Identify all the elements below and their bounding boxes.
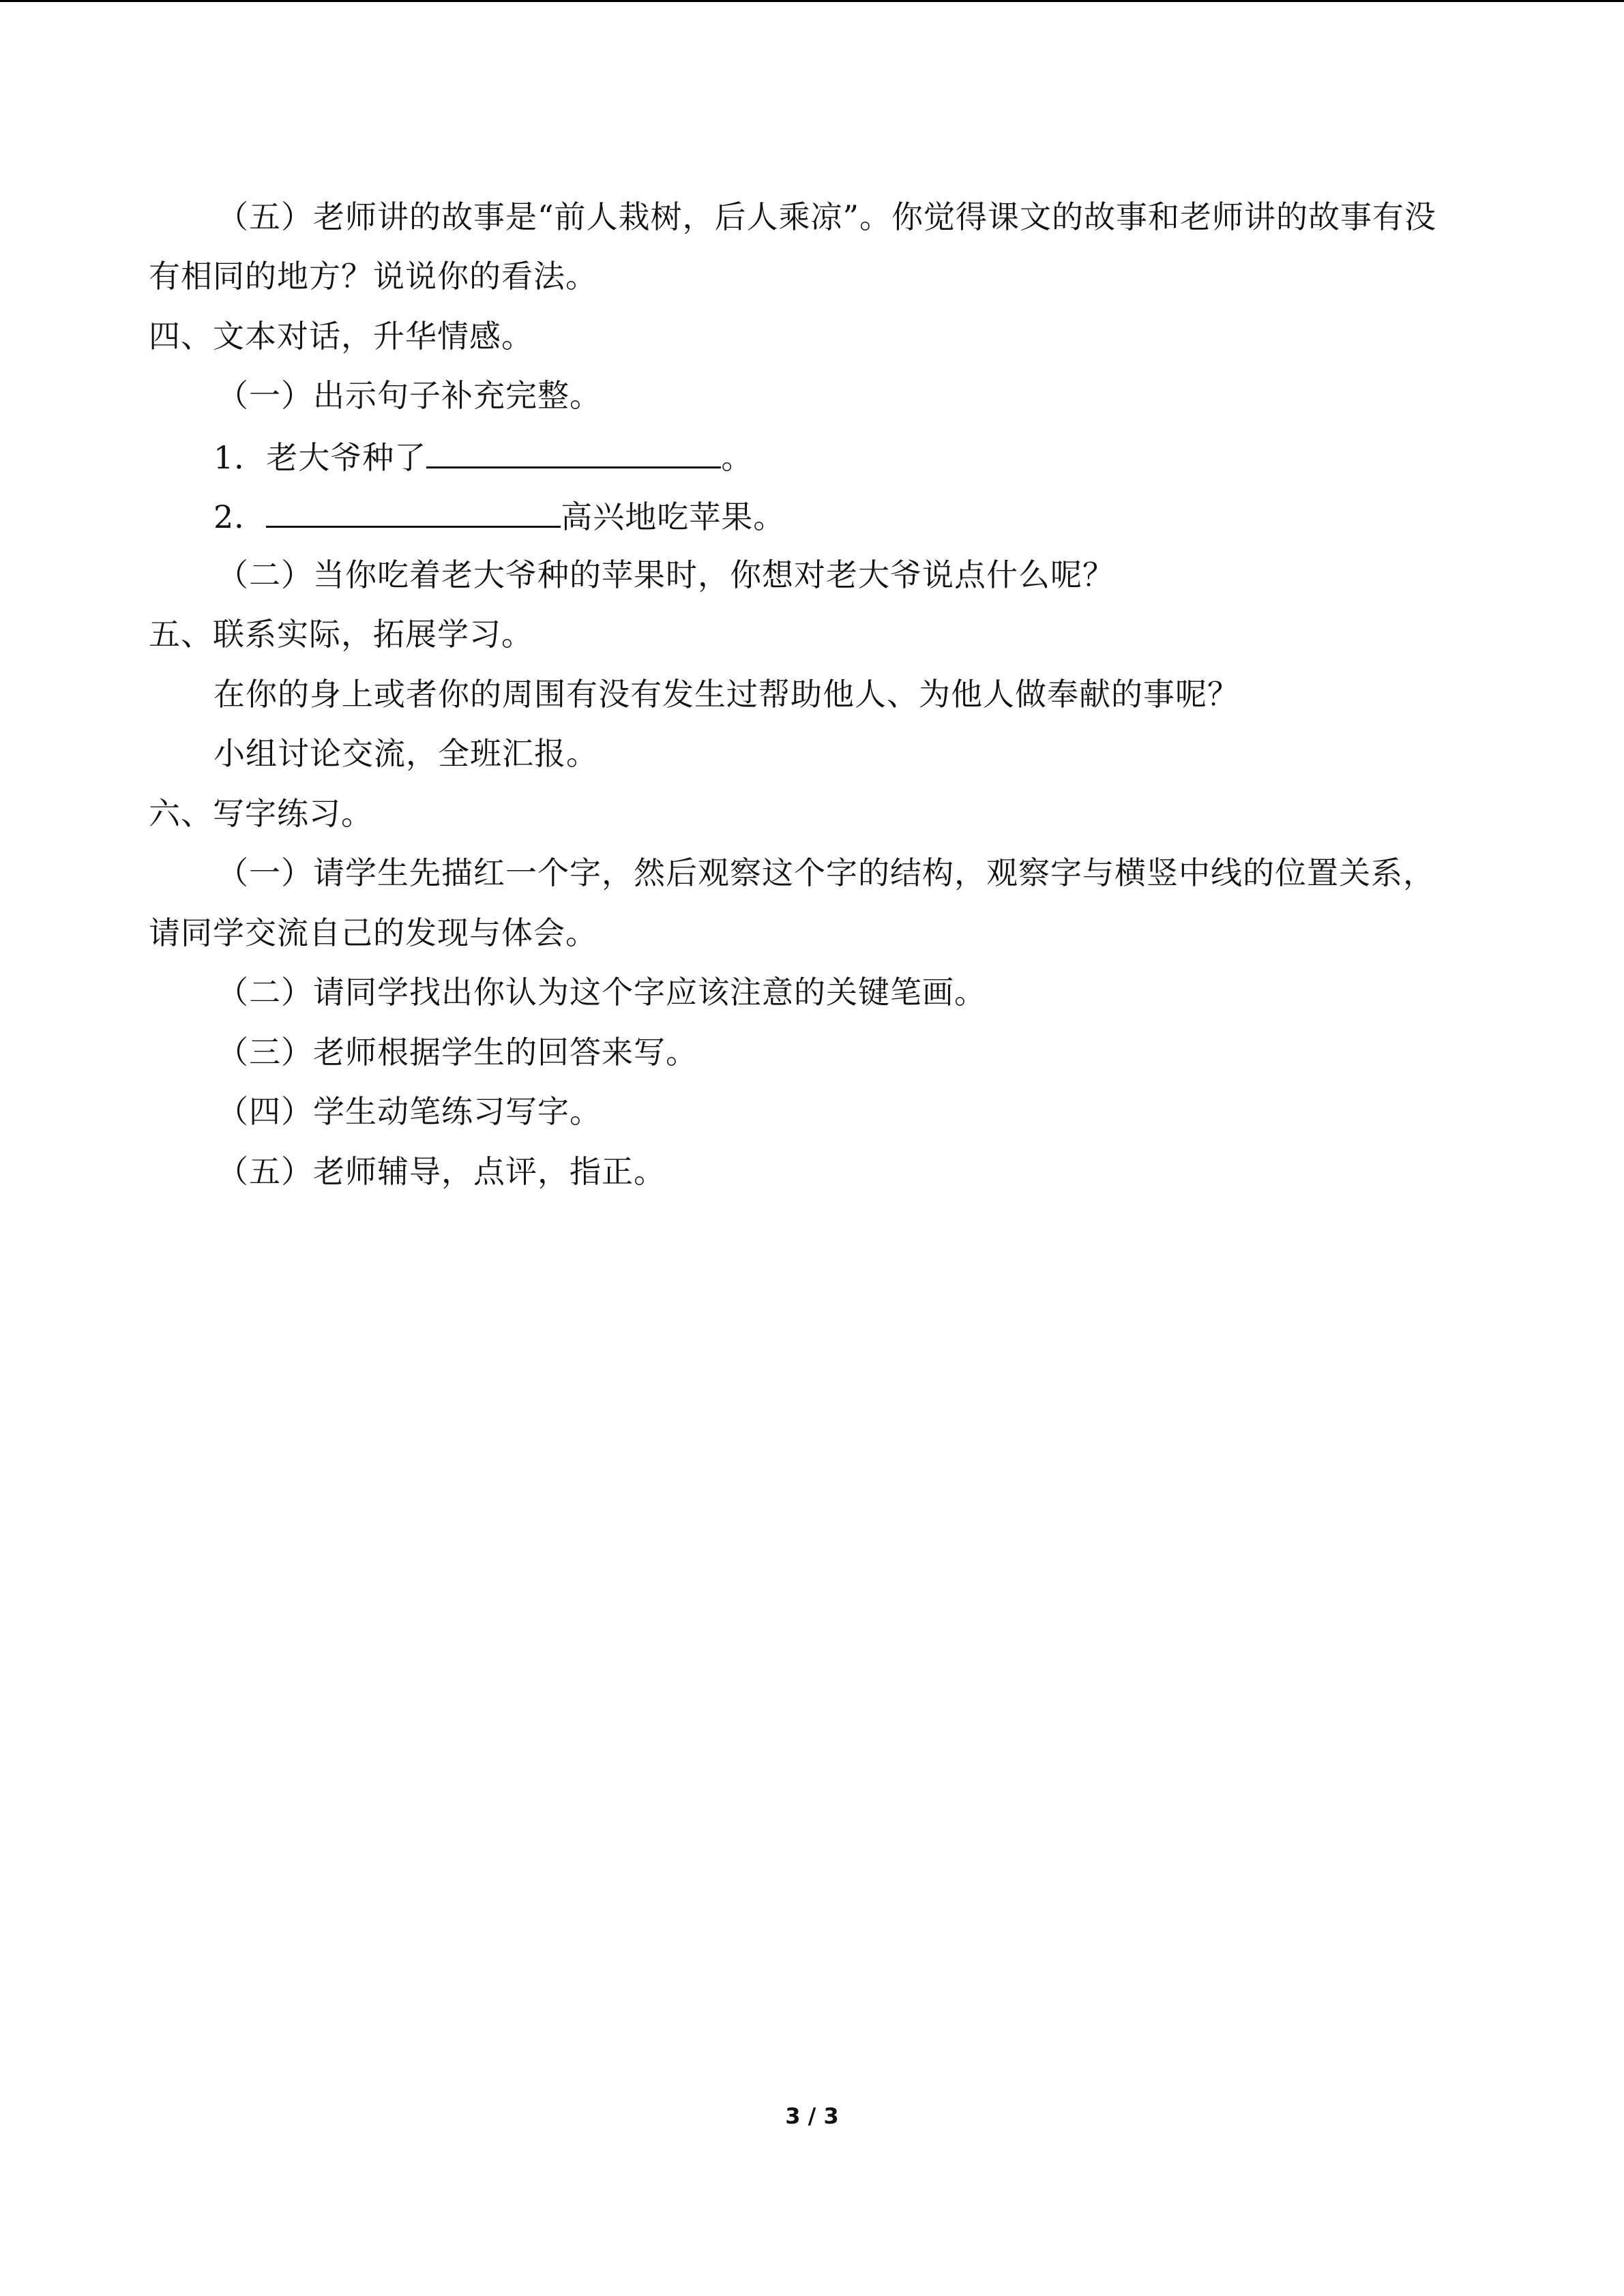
section-4-item-1: （一）出示句子补充完整。: [217, 377, 602, 414]
fill-sentence-2-prefix: 2．: [213, 498, 267, 535]
paragraph-5-line-1: （五）老师讲的故事是“前人栽树，后人乘凉”。你觉得课文的故事和老师讲的故事有没: [217, 198, 1437, 235]
section-5-question: 在你的身上或者你的周围有没有发生过帮助他人、为他人做奉献的事呢？: [213, 676, 1239, 713]
section-6-item-5: （五）老师辅导，点评，指正。: [217, 1153, 666, 1190]
fill-sentence-2-suffix: 高兴地吃苹果。: [561, 498, 786, 535]
fill-sentence-1-prefix: 1．老大爷种了: [213, 439, 427, 476]
section-6-item-1-line-2: 请同学交流自己的发现与体会。: [149, 914, 597, 951]
section-6-item-1-line-1: （一）请学生先描红一个字，然后观察这个字的结构，观察字与横竖中线的位置关系，: [217, 854, 1435, 891]
section-6-item-4: （四）学生动笔练习写字。: [217, 1093, 602, 1130]
paragraph-5-line-2: 有相同的地方？说说你的看法。: [149, 258, 597, 295]
section-4-item-2: （二）当你吃着老大爷种的苹果时，你想对老大爷说点什么呢？: [217, 556, 1114, 593]
section-6-item-3: （三）老师根据学生的回答来写。: [217, 1034, 698, 1071]
section-4-heading: 四、文本对话，升华情感。: [149, 318, 533, 355]
section-6-heading: 六、写字练习。: [149, 795, 373, 832]
fill-blank-2[interactable]: [266, 494, 561, 528]
section-6-item-2: （二）请同学找出你认为这个字应该注意的关键笔画。: [217, 974, 986, 1011]
fill-sentence-1: [213, 435, 753, 476]
section-5-heading: 五、联系实际，拓展学习。: [149, 616, 533, 653]
fill-sentence-2: [213, 494, 785, 535]
fill-sentence-1-suffix: 。: [721, 439, 754, 476]
section-5-activity: 小组讨论交流，全班汇报。: [213, 735, 598, 772]
page-number: 3 / 3: [785, 2103, 839, 2129]
fill-blank-1[interactable]: [426, 435, 721, 468]
